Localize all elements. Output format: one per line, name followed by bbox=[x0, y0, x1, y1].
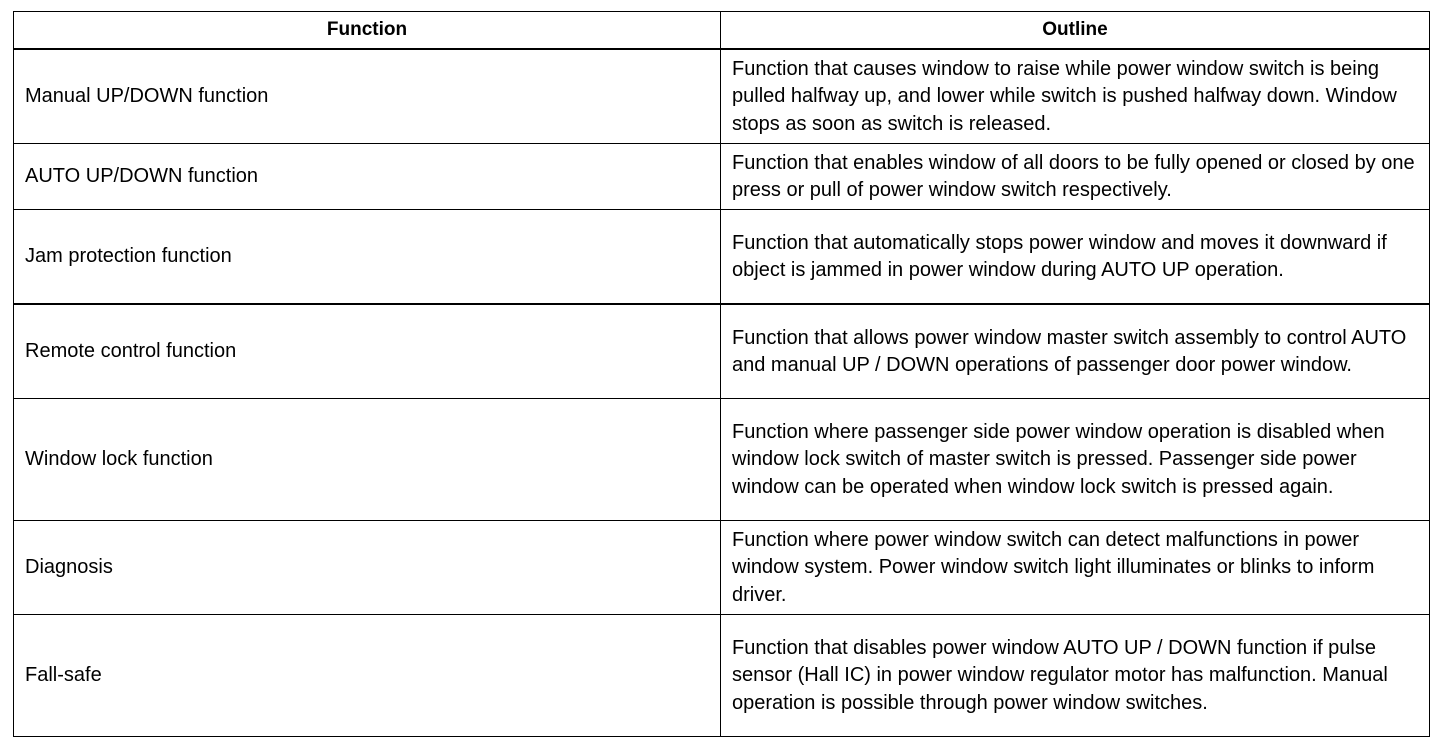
table-row bbox=[14, 304, 1430, 399]
table-row bbox=[14, 399, 1430, 521]
outline-cell: Function where passenger side power window operation is disabled when window lock switch of master switch is pressed. Passenger side power window can be operated when window lock switch is pressed again. bbox=[721, 399, 1430, 521]
header-function: Function bbox=[14, 12, 721, 50]
table-row bbox=[14, 144, 1430, 210]
outline-cell: Function where power window switch can detect malfunctions in power window system. Power window switch light illuminates or blinks to inform driver. bbox=[721, 521, 1430, 615]
table-row bbox=[14, 521, 1430, 615]
function-cell: Fall-safe bbox=[14, 615, 721, 737]
function-cell: Diagnosis bbox=[14, 521, 721, 615]
outline-cell: Function that enables window of all doors to be fully opened or closed by one press or pull of power window switch respectively. bbox=[721, 144, 1430, 210]
function-cell: Manual UP/DOWN function bbox=[14, 49, 721, 144]
outline-cell: Function that causes window to raise while power window switch is being pulled halfway up, and lower while switch is pushed halfway down. Window stops as soon as switch is released. bbox=[721, 49, 1430, 144]
header-row bbox=[14, 12, 1430, 50]
table-row bbox=[14, 210, 1430, 305]
outline-cell: Function that automatically stops power window and moves it downward if object is jammed in power window during AUTO UP operation. bbox=[721, 210, 1430, 305]
function-outline-table bbox=[13, 11, 1430, 737]
table-body bbox=[14, 49, 1430, 737]
table-row bbox=[14, 615, 1430, 737]
function-cell: AUTO UP/DOWN function bbox=[14, 144, 721, 210]
outline-cell: Function that allows power window master switch assembly to control AUTO and manual UP / DOWN operations of passenger door power window. bbox=[721, 304, 1430, 399]
header-outline: Outline bbox=[721, 12, 1430, 50]
function-cell: Window lock function bbox=[14, 399, 721, 521]
table-row bbox=[14, 49, 1430, 144]
function-cell: Remote control function bbox=[14, 304, 721, 399]
table-header bbox=[14, 12, 1430, 50]
function-cell: Jam protection function bbox=[14, 210, 721, 305]
outline-cell: Function that disables power window AUTO UP / DOWN function if pulse sensor (Hall IC) in power window regulator motor has malfunction. Manual operation is possible through power window switches. bbox=[721, 615, 1430, 737]
